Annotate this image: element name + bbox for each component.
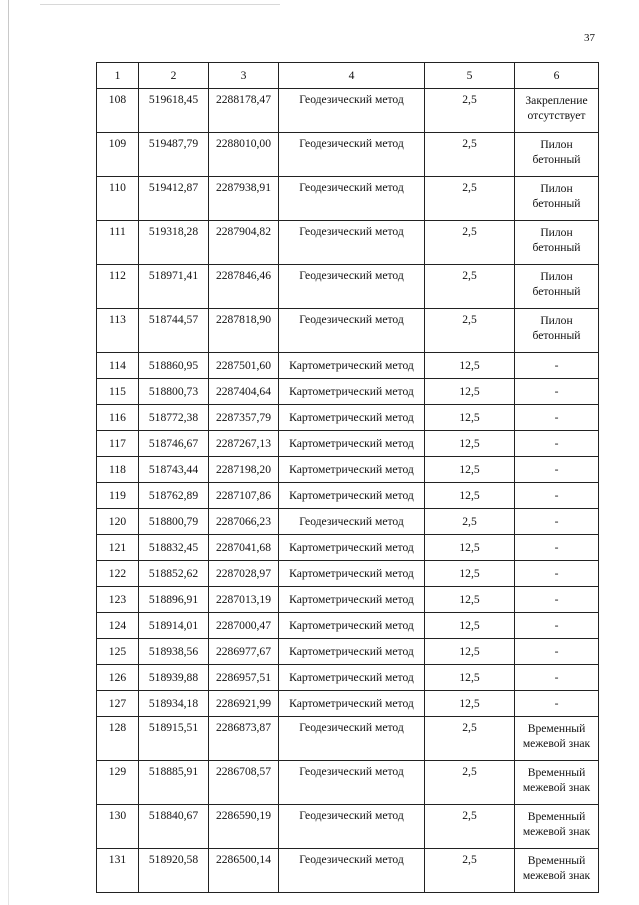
fixation-line: - <box>554 411 559 424</box>
table-row <box>97 177 599 221</box>
table-row <box>97 353 599 379</box>
accuracy-cell: 2,5 <box>425 177 515 221</box>
fixation-line: Пилон <box>540 138 573 151</box>
point-number-cell: 124 <box>97 613 139 639</box>
coord-y-cell: 2286708,57 <box>209 761 279 805</box>
method-cell: Геодезический метод <box>279 761 425 805</box>
fixation-cell <box>515 309 599 353</box>
method-cell: Геодезический метод <box>279 309 425 353</box>
coord-y-cell: 2286921,99 <box>209 691 279 717</box>
table-row <box>97 665 599 691</box>
table-row <box>97 613 599 639</box>
point-number-cell: 121 <box>97 535 139 561</box>
fixation-cell <box>515 457 599 483</box>
header-cell: 5 <box>425 63 515 89</box>
table-body <box>97 89 599 893</box>
fixation-line: - <box>554 645 559 658</box>
fixation-cell <box>515 561 599 587</box>
coord-y-cell: 2286590,19 <box>209 805 279 849</box>
table-row <box>97 535 599 561</box>
point-number-cell: 117 <box>97 431 139 457</box>
point-number-cell: 119 <box>97 483 139 509</box>
table-row <box>97 761 599 805</box>
fixation-cell <box>515 717 599 761</box>
fixation-cell <box>515 405 599 431</box>
fixation-line: Временный <box>527 854 586 867</box>
accuracy-cell: 12,5 <box>425 431 515 457</box>
fixation-cell <box>515 849 599 893</box>
method-cell: Картометрический метод <box>279 691 425 717</box>
method-cell: Картометрический метод <box>279 405 425 431</box>
point-number-cell: 118 <box>97 457 139 483</box>
table-row <box>97 691 599 717</box>
coord-y-cell: 2287000,47 <box>209 613 279 639</box>
point-number-cell: 109 <box>97 133 139 177</box>
coord-x-cell: 518885,91 <box>139 761 209 805</box>
point-number-cell: 128 <box>97 717 139 761</box>
fixation-line: - <box>554 619 559 632</box>
point-number-cell: 112 <box>97 265 139 309</box>
fixation-line: Пилон <box>540 270 573 283</box>
header-cell: 3 <box>209 63 279 89</box>
method-cell: Геодезический метод <box>279 177 425 221</box>
fixation-line: Пилон <box>540 182 573 195</box>
method-cell: Геодезический метод <box>279 133 425 177</box>
accuracy-cell: 12,5 <box>425 457 515 483</box>
table-row <box>97 431 599 457</box>
point-number-cell: 126 <box>97 665 139 691</box>
accuracy-cell: 2,5 <box>425 717 515 761</box>
point-number-cell: 130 <box>97 805 139 849</box>
table-row <box>97 509 599 535</box>
coord-y-cell: 2286957,51 <box>209 665 279 691</box>
fixation-line: - <box>554 385 559 398</box>
accuracy-cell: 12,5 <box>425 535 515 561</box>
coord-y-cell: 2287357,79 <box>209 405 279 431</box>
fixation-line: - <box>554 437 559 450</box>
coord-y-cell: 2287066,23 <box>209 509 279 535</box>
method-cell: Картометрический метод <box>279 457 425 483</box>
accuracy-cell: 12,5 <box>425 353 515 379</box>
method-cell: Картометрический метод <box>279 665 425 691</box>
coord-x-cell: 518840,67 <box>139 805 209 849</box>
table-row <box>97 309 599 353</box>
table-row <box>97 561 599 587</box>
fixation-line: Пилон <box>540 314 573 327</box>
coord-y-cell: 2287501,60 <box>209 353 279 379</box>
coord-y-cell: 2287938,91 <box>209 177 279 221</box>
table-row <box>97 717 599 761</box>
point-number-cell: 113 <box>97 309 139 353</box>
point-number-cell: 129 <box>97 761 139 805</box>
point-number-cell: 111 <box>97 221 139 265</box>
fixation-line: бетонный <box>532 241 581 254</box>
header-cell: 6 <box>515 63 599 89</box>
point-number-cell: 120 <box>97 509 139 535</box>
coord-x-cell: 518832,45 <box>139 535 209 561</box>
fixation-line: Временный <box>527 722 586 735</box>
fixation-line: - <box>554 541 559 554</box>
point-number-cell: 108 <box>97 89 139 133</box>
accuracy-cell: 12,5 <box>425 483 515 509</box>
coord-x-cell: 518746,67 <box>139 431 209 457</box>
fixation-cell <box>515 89 599 133</box>
accuracy-cell: 2,5 <box>425 133 515 177</box>
fixation-line: бетонный <box>532 329 581 342</box>
fixation-line: Временный <box>527 766 586 779</box>
fixation-line: - <box>554 671 559 684</box>
point-number-cell: 122 <box>97 561 139 587</box>
coord-x-cell: 518860,95 <box>139 353 209 379</box>
fixation-cell <box>515 265 599 309</box>
fixation-cell <box>515 587 599 613</box>
coord-x-cell: 518971,41 <box>139 265 209 309</box>
coord-x-cell: 519412,87 <box>139 177 209 221</box>
scan-top-line <box>40 4 280 5</box>
fixation-line: межевой знак <box>522 737 591 750</box>
accuracy-cell: 12,5 <box>425 379 515 405</box>
coord-x-cell: 518852,62 <box>139 561 209 587</box>
coord-y-cell: 2287041,68 <box>209 535 279 561</box>
accuracy-cell: 12,5 <box>425 691 515 717</box>
accuracy-cell: 12,5 <box>425 613 515 639</box>
coord-x-cell: 518772,38 <box>139 405 209 431</box>
coord-x-cell: 518896,91 <box>139 587 209 613</box>
accuracy-cell: 12,5 <box>425 639 515 665</box>
fixation-line: отсутствует <box>527 109 586 122</box>
table-row <box>97 405 599 431</box>
coord-y-cell: 2288178,47 <box>209 89 279 133</box>
point-number-cell: 125 <box>97 639 139 665</box>
fixation-cell <box>515 665 599 691</box>
fixation-line: - <box>554 489 559 502</box>
table-row <box>97 849 599 893</box>
point-number-cell: 123 <box>97 587 139 613</box>
accuracy-cell: 2,5 <box>425 509 515 535</box>
coord-y-cell: 2287267,13 <box>209 431 279 457</box>
fixation-cell <box>515 805 599 849</box>
coord-y-cell: 2286977,67 <box>209 639 279 665</box>
scan-edge-shadow <box>8 0 9 905</box>
coord-x-cell: 519618,45 <box>139 89 209 133</box>
fixation-line: - <box>554 697 559 710</box>
coord-y-cell: 2287404,64 <box>209 379 279 405</box>
method-cell: Геодезический метод <box>279 89 425 133</box>
coord-y-cell: 2288010,00 <box>209 133 279 177</box>
fixation-cell <box>515 761 599 805</box>
fixation-line: бетонный <box>532 285 581 298</box>
accuracy-cell: 2,5 <box>425 265 515 309</box>
accuracy-cell: 12,5 <box>425 665 515 691</box>
method-cell: Картометрический метод <box>279 639 425 665</box>
point-number-cell: 127 <box>97 691 139 717</box>
fixation-line: Закрепление <box>525 94 588 107</box>
method-cell: Картометрический метод <box>279 587 425 613</box>
fixation-line: - <box>554 359 559 372</box>
coord-x-cell: 518744,57 <box>139 309 209 353</box>
boundary-points-table <box>96 62 599 893</box>
fixation-line: межевой знак <box>522 869 591 882</box>
fixation-cell <box>515 535 599 561</box>
coord-y-cell: 2287028,97 <box>209 561 279 587</box>
method-cell: Геодезический метод <box>279 265 425 309</box>
coord-x-cell: 518762,89 <box>139 483 209 509</box>
coord-y-cell: 2286873,87 <box>209 717 279 761</box>
fixation-line: бетонный <box>532 153 581 166</box>
coord-x-cell: 518938,56 <box>139 639 209 665</box>
header-cell: 2 <box>139 63 209 89</box>
fixation-cell <box>515 431 599 457</box>
accuracy-cell: 2,5 <box>425 761 515 805</box>
fixation-cell <box>515 221 599 265</box>
coord-y-cell: 2287013,19 <box>209 587 279 613</box>
point-number-cell: 110 <box>97 177 139 221</box>
fixation-cell <box>515 353 599 379</box>
accuracy-cell: 2,5 <box>425 805 515 849</box>
fixation-cell <box>515 379 599 405</box>
fixation-cell <box>515 177 599 221</box>
table-row <box>97 805 599 849</box>
method-cell: Геодезический метод <box>279 221 425 265</box>
table-row <box>97 379 599 405</box>
coord-x-cell: 518800,73 <box>139 379 209 405</box>
fixation-cell <box>515 639 599 665</box>
method-cell: Картометрический метод <box>279 535 425 561</box>
table-row <box>97 587 599 613</box>
fixation-cell <box>515 509 599 535</box>
accuracy-cell: 2,5 <box>425 309 515 353</box>
table-row <box>97 265 599 309</box>
coord-y-cell: 2287904,82 <box>209 221 279 265</box>
header-cell: 1 <box>97 63 139 89</box>
coord-x-cell: 518743,44 <box>139 457 209 483</box>
table-header-row <box>97 63 599 89</box>
point-number-cell: 114 <box>97 353 139 379</box>
coord-y-cell: 2287198,20 <box>209 457 279 483</box>
fixation-line: - <box>554 593 559 606</box>
coord-x-cell: 518800,79 <box>139 509 209 535</box>
method-cell: Картометрический метод <box>279 379 425 405</box>
fixation-cell <box>515 133 599 177</box>
coord-x-cell: 519318,28 <box>139 221 209 265</box>
coord-y-cell: 2287818,90 <box>209 309 279 353</box>
header-cell: 4 <box>279 63 425 89</box>
fixation-line: бетонный <box>532 197 581 210</box>
method-cell: Геодезический метод <box>279 717 425 761</box>
table-row <box>97 457 599 483</box>
page-number: 37 <box>584 32 595 44</box>
fixation-line: Пилон <box>540 226 573 239</box>
coord-x-cell: 518920,58 <box>139 849 209 893</box>
coord-x-cell: 518939,88 <box>139 665 209 691</box>
fixation-cell <box>515 613 599 639</box>
fixation-line: Временный <box>527 810 586 823</box>
accuracy-cell: 2,5 <box>425 849 515 893</box>
point-number-cell: 115 <box>97 379 139 405</box>
point-number-cell: 131 <box>97 849 139 893</box>
method-cell: Картометрический метод <box>279 561 425 587</box>
coord-y-cell: 2287846,46 <box>209 265 279 309</box>
method-cell: Геодезический метод <box>279 805 425 849</box>
table-row <box>97 639 599 665</box>
coord-x-cell: 518914,01 <box>139 613 209 639</box>
coord-x-cell: 518915,51 <box>139 717 209 761</box>
fixation-line: - <box>554 463 559 476</box>
method-cell: Картометрический метод <box>279 353 425 379</box>
accuracy-cell: 12,5 <box>425 405 515 431</box>
point-number-cell: 116 <box>97 405 139 431</box>
fixation-cell <box>515 691 599 717</box>
accuracy-cell: 12,5 <box>425 561 515 587</box>
fixation-line: - <box>554 567 559 580</box>
coord-y-cell: 2286500,14 <box>209 849 279 893</box>
method-cell: Картометрический метод <box>279 483 425 509</box>
fixation-line: межевой знак <box>522 781 591 794</box>
accuracy-cell: 12,5 <box>425 587 515 613</box>
method-cell: Геодезический метод <box>279 849 425 893</box>
accuracy-cell: 2,5 <box>425 89 515 133</box>
coord-y-cell: 2287107,86 <box>209 483 279 509</box>
method-cell: Картометрический метод <box>279 431 425 457</box>
accuracy-cell: 2,5 <box>425 221 515 265</box>
fixation-cell <box>515 483 599 509</box>
table-row <box>97 483 599 509</box>
fixation-line: межевой знак <box>522 825 591 838</box>
method-cell: Картометрический метод <box>279 613 425 639</box>
coord-x-cell: 519487,79 <box>139 133 209 177</box>
fixation-line: - <box>554 515 559 528</box>
table-row <box>97 221 599 265</box>
method-cell: Геодезический метод <box>279 509 425 535</box>
coord-x-cell: 518934,18 <box>139 691 209 717</box>
table-row <box>97 89 599 133</box>
table-row <box>97 133 599 177</box>
